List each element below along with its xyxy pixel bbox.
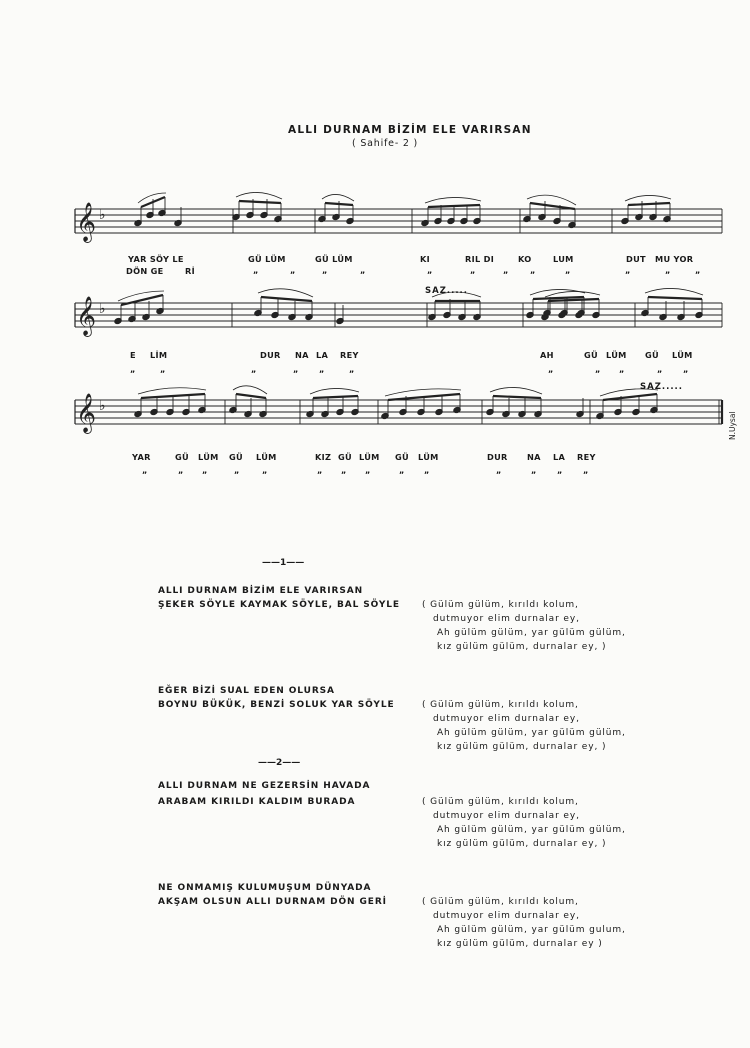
slur xyxy=(310,388,359,394)
verse-number: ——2—— xyxy=(258,758,301,768)
refrain-line: ( Gülüm gülüm, kırıldı kolum, xyxy=(422,897,579,907)
ditto-mark: „ xyxy=(349,364,355,374)
slur xyxy=(530,289,585,295)
ditto-mark: „ xyxy=(531,465,537,475)
refrain-line: Ah gülüm gülüm, yar gülüm gülüm, xyxy=(437,728,626,738)
ditto-mark: „ xyxy=(427,265,433,275)
lyric-syllable: E xyxy=(130,350,136,360)
refrain-line: Ah gülüm gülüm, yar gülüm gülüm, xyxy=(437,628,626,638)
refrain-line: ( Gülüm gülüm, kırıldı kolum, xyxy=(422,600,579,610)
lyric-syllable: GÜ xyxy=(584,350,598,360)
verse-line: ALLI DURNAM BİZİM ELE VARIRSAN xyxy=(158,586,364,596)
page-subtitle: ( Sahife- 2 ) xyxy=(352,138,419,149)
lyric-syllable: DUR xyxy=(260,350,281,360)
lyric-syllable: GÜ xyxy=(338,452,352,462)
ditto-mark: „ xyxy=(399,465,405,475)
note-beam xyxy=(313,396,358,398)
refrain-line: kız gülüm gülüm, durnalar ey ) xyxy=(437,939,603,949)
lyric-syllable: YAR SÖY LE xyxy=(128,254,184,264)
lyric-syllable: GÜ LÜM xyxy=(315,254,353,264)
ditto-mark: „ xyxy=(142,465,148,475)
lyric-syllable: GÜ xyxy=(175,452,189,462)
lyric-syllable: LÜM xyxy=(606,350,627,360)
lyric-syllable: DUT xyxy=(626,254,646,264)
ditto-mark: „ xyxy=(293,364,299,374)
ditto-mark: „ xyxy=(695,265,701,275)
lyric-syllable: LÜM xyxy=(418,452,439,462)
note-beam xyxy=(121,295,163,305)
ditto-mark: „ xyxy=(657,364,663,374)
lyric-syllable: REY xyxy=(577,452,596,462)
lyric-syllable: GÜ xyxy=(229,452,243,462)
treble-clef-icon: 𝄞 xyxy=(76,202,97,242)
lyric-syllable: LUM xyxy=(553,254,574,264)
ditto-mark: „ xyxy=(360,265,366,275)
ditto-mark: „ xyxy=(322,265,328,275)
refrain-line: kız gülüm gülüm, durnalar ey, ) xyxy=(437,839,607,849)
verse-number: ——1—— xyxy=(262,558,305,568)
note-beam xyxy=(239,201,281,203)
ditto-mark: „ xyxy=(548,364,554,374)
lyric-syllable: LÜM xyxy=(198,452,219,462)
refrain-line: dutmuyor elim durnalar ey, xyxy=(433,911,580,921)
ditto-mark: „ xyxy=(496,465,502,475)
saz-label-1: SAZ..... xyxy=(425,286,469,296)
ditto-mark: „ xyxy=(470,265,476,275)
verse-line: EĞER BİZİ SUAL EDEN OLURSA xyxy=(158,686,335,696)
slur xyxy=(138,388,206,394)
ditto-mark: „ xyxy=(317,465,323,475)
ditto-mark: „ xyxy=(583,465,589,475)
key-flat-icon: ♭ xyxy=(99,398,106,414)
slur xyxy=(545,291,600,297)
note-beam xyxy=(428,205,480,207)
saz-label-2: SAZ..... xyxy=(640,382,684,392)
slur xyxy=(322,194,354,201)
lyric-syllable: DÖN GE xyxy=(126,266,164,276)
verse-line: AKŞAM OLSUN ALLI DURNAM DÖN GERİ xyxy=(158,897,387,907)
ditto-mark: „ xyxy=(595,364,601,374)
note-beam xyxy=(533,297,584,299)
note-beam xyxy=(530,203,575,209)
refrain-line: ( Gülüm gülüm, kırıldı kolum, xyxy=(422,797,579,807)
refrain-line: Ah gülüm gülüm, yar gülüm gülüm, xyxy=(437,825,626,835)
ditto-mark: „ xyxy=(262,465,268,475)
ditto-mark: „ xyxy=(565,265,571,275)
verse-line: NE ONMAMIŞ KULUMUŞUM DÜNYADA xyxy=(158,883,372,893)
note-beam xyxy=(603,394,657,400)
lyric-syllable: LA xyxy=(553,452,566,462)
ditto-mark: „ xyxy=(178,465,184,475)
lyric-syllable: AH xyxy=(540,350,554,360)
ditto-mark: „ xyxy=(557,465,563,475)
treble-clef-icon: 𝄞 xyxy=(76,393,97,433)
ditto-mark: „ xyxy=(625,265,631,275)
ditto-mark: „ xyxy=(251,364,257,374)
lyric-syllable: RIL DI xyxy=(465,254,495,264)
slur xyxy=(258,289,313,297)
refrain-line: dutmuyor elim durnalar ey, xyxy=(433,614,580,624)
lyric-syllable: LA xyxy=(316,350,329,360)
note-beam xyxy=(548,299,599,301)
lyric-syllable: LİM xyxy=(150,350,168,360)
refrain-line: kız gülüm gülüm, durnalar ey, ) xyxy=(437,742,607,752)
lyric-syllable: REY xyxy=(340,350,359,360)
lyric-syllable: LÜM xyxy=(359,452,380,462)
lyric-syllable: KI xyxy=(420,254,430,264)
refrain-line: dutmuyor elim durnalar ey, xyxy=(433,811,580,821)
note-beam xyxy=(325,203,353,205)
verse-line: ARABAM KIRILDI KALDIM BURADA xyxy=(158,797,356,807)
refrain-line: kız gülüm gülüm, durnalar ey, ) xyxy=(437,642,607,652)
ditto-mark: „ xyxy=(530,265,536,275)
ditto-mark: „ xyxy=(253,265,259,275)
verse-line: ALLI DURNAM NE GEZERSİN HAVADA xyxy=(158,781,371,791)
ditto-mark: „ xyxy=(503,265,509,275)
lyric-syllable: DUR xyxy=(487,452,508,462)
lyric-syllable: GÜ xyxy=(645,350,659,360)
slur xyxy=(490,387,542,394)
lyric-syllable: NA xyxy=(295,350,309,360)
lyric-syllable: KIZ xyxy=(315,452,332,462)
ditto-mark: „ xyxy=(619,364,625,374)
lyric-syllable: LÜM xyxy=(256,452,277,462)
lyric-syllable: GÜ LÜM xyxy=(248,254,286,264)
ditto-mark: „ xyxy=(365,465,371,475)
ditto-mark: „ xyxy=(202,465,208,475)
key-flat-icon: ♭ xyxy=(99,207,106,223)
lyric-syllable: YAR xyxy=(132,452,151,462)
slur xyxy=(425,197,481,203)
key-flat-icon: ♭ xyxy=(99,301,106,317)
ditto-mark: „ xyxy=(683,364,689,374)
note-beam xyxy=(648,297,702,299)
ditto-mark: „ xyxy=(160,364,166,374)
note-beam xyxy=(493,396,541,398)
lyric-syllable: GÜ xyxy=(395,452,409,462)
ditto-mark: „ xyxy=(234,465,240,475)
ditto-mark: „ xyxy=(319,364,325,374)
arranger-credit: N.Uysal xyxy=(728,411,737,440)
lyric-syllable: LÜM xyxy=(672,350,693,360)
slur xyxy=(625,195,671,201)
slur xyxy=(645,288,703,295)
note-beam xyxy=(236,394,266,398)
refrain-line: dutmuyor elim durnalar ey, xyxy=(433,714,580,724)
lyric-syllable: KO xyxy=(518,254,532,264)
note-beam xyxy=(628,203,670,205)
slur xyxy=(233,386,267,394)
verse-line: BOYNU BÜKÜK, BENZİ SOLUK YAR SÖYLE xyxy=(158,700,395,710)
page-title: ALLI DURNAM BİZİM ELE VARIRSAN xyxy=(288,124,532,136)
ditto-mark: „ xyxy=(341,465,347,475)
treble-clef-icon: 𝄞 xyxy=(76,296,97,336)
verse-line: ŞEKER SÖYLE KAYMAK SÖYLE, BAL SÖYLE xyxy=(158,600,400,610)
ditto-mark: „ xyxy=(424,465,430,475)
lyric-syllable: Rİ xyxy=(185,266,195,276)
refrain-line: Ah gülüm gülüm, yar gülüm gulum, xyxy=(437,925,626,935)
ditto-mark: „ xyxy=(665,265,671,275)
lyric-syllable: MU YOR xyxy=(655,254,694,264)
slur xyxy=(236,192,282,199)
note-beam xyxy=(261,297,312,301)
lyric-syllable: NA xyxy=(527,452,541,462)
refrain-line: ( Gülüm gülüm, kırıldı kolum, xyxy=(422,700,579,710)
ditto-mark: „ xyxy=(130,364,136,374)
ditto-mark: „ xyxy=(290,265,296,275)
